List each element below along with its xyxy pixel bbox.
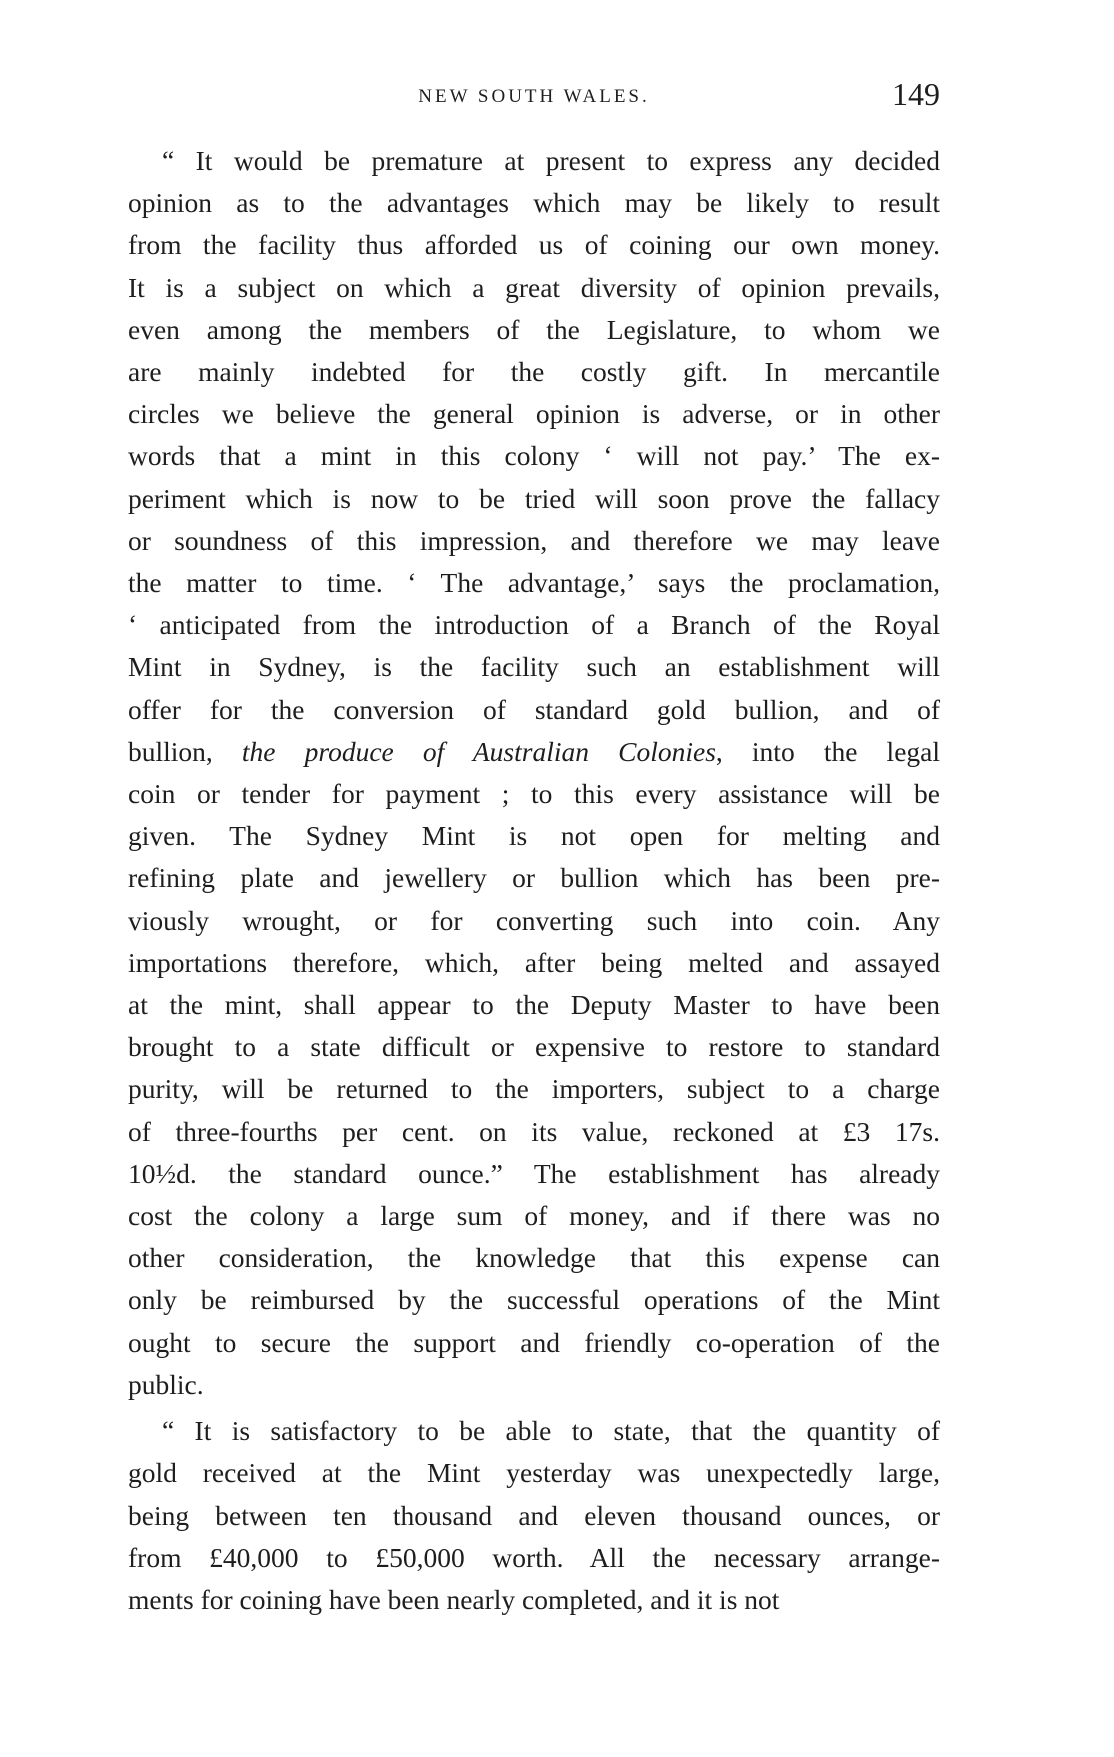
text-line: cost the colony a large sum of money, and if there was no xyxy=(128,1200,940,1232)
text-line: Mint in Sydney, is the facility such an establishment will xyxy=(128,651,940,683)
page-number: 149 xyxy=(892,76,940,112)
text-line: are mainly indebted for the costly gift. In mercantile xyxy=(128,356,940,388)
text-line: ought to secure the support and friendly co-operation of the xyxy=(128,1326,940,1358)
text-line: ‘ anticipated from the introduction of a Branch of the Royal xyxy=(128,609,940,641)
text-line xyxy=(128,731,940,773)
text-line: or soundness of this impression, and therefore we may leave xyxy=(128,524,940,556)
text-line: of three-fourths per cent. on its value, reckoned at £3 17s. xyxy=(128,1115,940,1147)
text-line: from £40,000 to £50,000 worth. All the necessary arrange- xyxy=(128,1541,940,1573)
text-line: brought to a state difficult or expensive to restore to standard xyxy=(128,1031,940,1063)
text-line: being between ten thousand and eleven thousand ounces, or xyxy=(128,1499,940,1531)
text-line: gold received at the Mint yesterday was unexpectedly large, xyxy=(128,1457,940,1489)
running-title: NEW SOUTH WALES. xyxy=(418,86,650,107)
text-line: public. xyxy=(128,1368,204,1400)
text-line: at the mint, shall appear to the Deputy Master to have been xyxy=(128,989,940,1021)
text-line: circles we believe the general opinion is adverse, or in other xyxy=(128,398,940,430)
body-text xyxy=(128,140,940,1621)
text-line: from the facility thus afforded us of coining our own money. xyxy=(128,229,940,261)
text-run: bullion, xyxy=(128,735,242,767)
text-run: , into the legal xyxy=(715,735,940,767)
text-line: It is a subject on which a great diversity of opinion prevails, xyxy=(128,271,940,303)
text-line: ments for coining have been nearly completed, and it is not xyxy=(128,1583,780,1615)
text-line: refining plate and jewellery or bullion which has been pre- xyxy=(128,862,940,894)
paragraph xyxy=(128,1410,940,1621)
italic-phrase: the produce of Australian Colonies xyxy=(241,735,716,767)
text-line: “ It is satisfactory to be able to state, that the quantity of xyxy=(162,1415,940,1447)
text-line: offer for the conversion of standard gold bullion, and of xyxy=(128,693,940,725)
text-line: other consideration, the knowledge that this expense can xyxy=(128,1242,940,1274)
text-line: only be reimbursed by the successful operations of the Mint xyxy=(128,1284,940,1316)
text-line: viously wrought, or for converting such into coin. Any xyxy=(128,904,940,936)
running-head xyxy=(128,78,940,114)
text-line: opinion as to the advantages which may be likely to result xyxy=(128,187,940,219)
text-line: 10½d. the standard ounce.” The establishment has already xyxy=(128,1157,940,1189)
paragraph xyxy=(128,140,940,1406)
text-line: “ It would be premature at present to express any decided xyxy=(162,145,940,176)
text-line: the matter to time. ‘ The advantage,’ says the proclamation, xyxy=(128,567,940,599)
text-line: words that a mint in this colony ‘ will not pay.’ The ex- xyxy=(128,440,940,472)
text-line: coin or tender for payment ; to this every assistance will be xyxy=(128,778,940,810)
text-line: purity, will be returned to the importers, subject to a charge xyxy=(128,1073,940,1105)
text-line: even among the members of the Legislature, to whom we xyxy=(128,313,940,345)
text-line: periment which is now to be tried will soon prove the fallacy xyxy=(128,482,940,514)
text-line: importations therefore, which, after being melted and assayed xyxy=(128,946,940,978)
text-line: given. The Sydney Mint is not open for melting and xyxy=(128,820,940,852)
